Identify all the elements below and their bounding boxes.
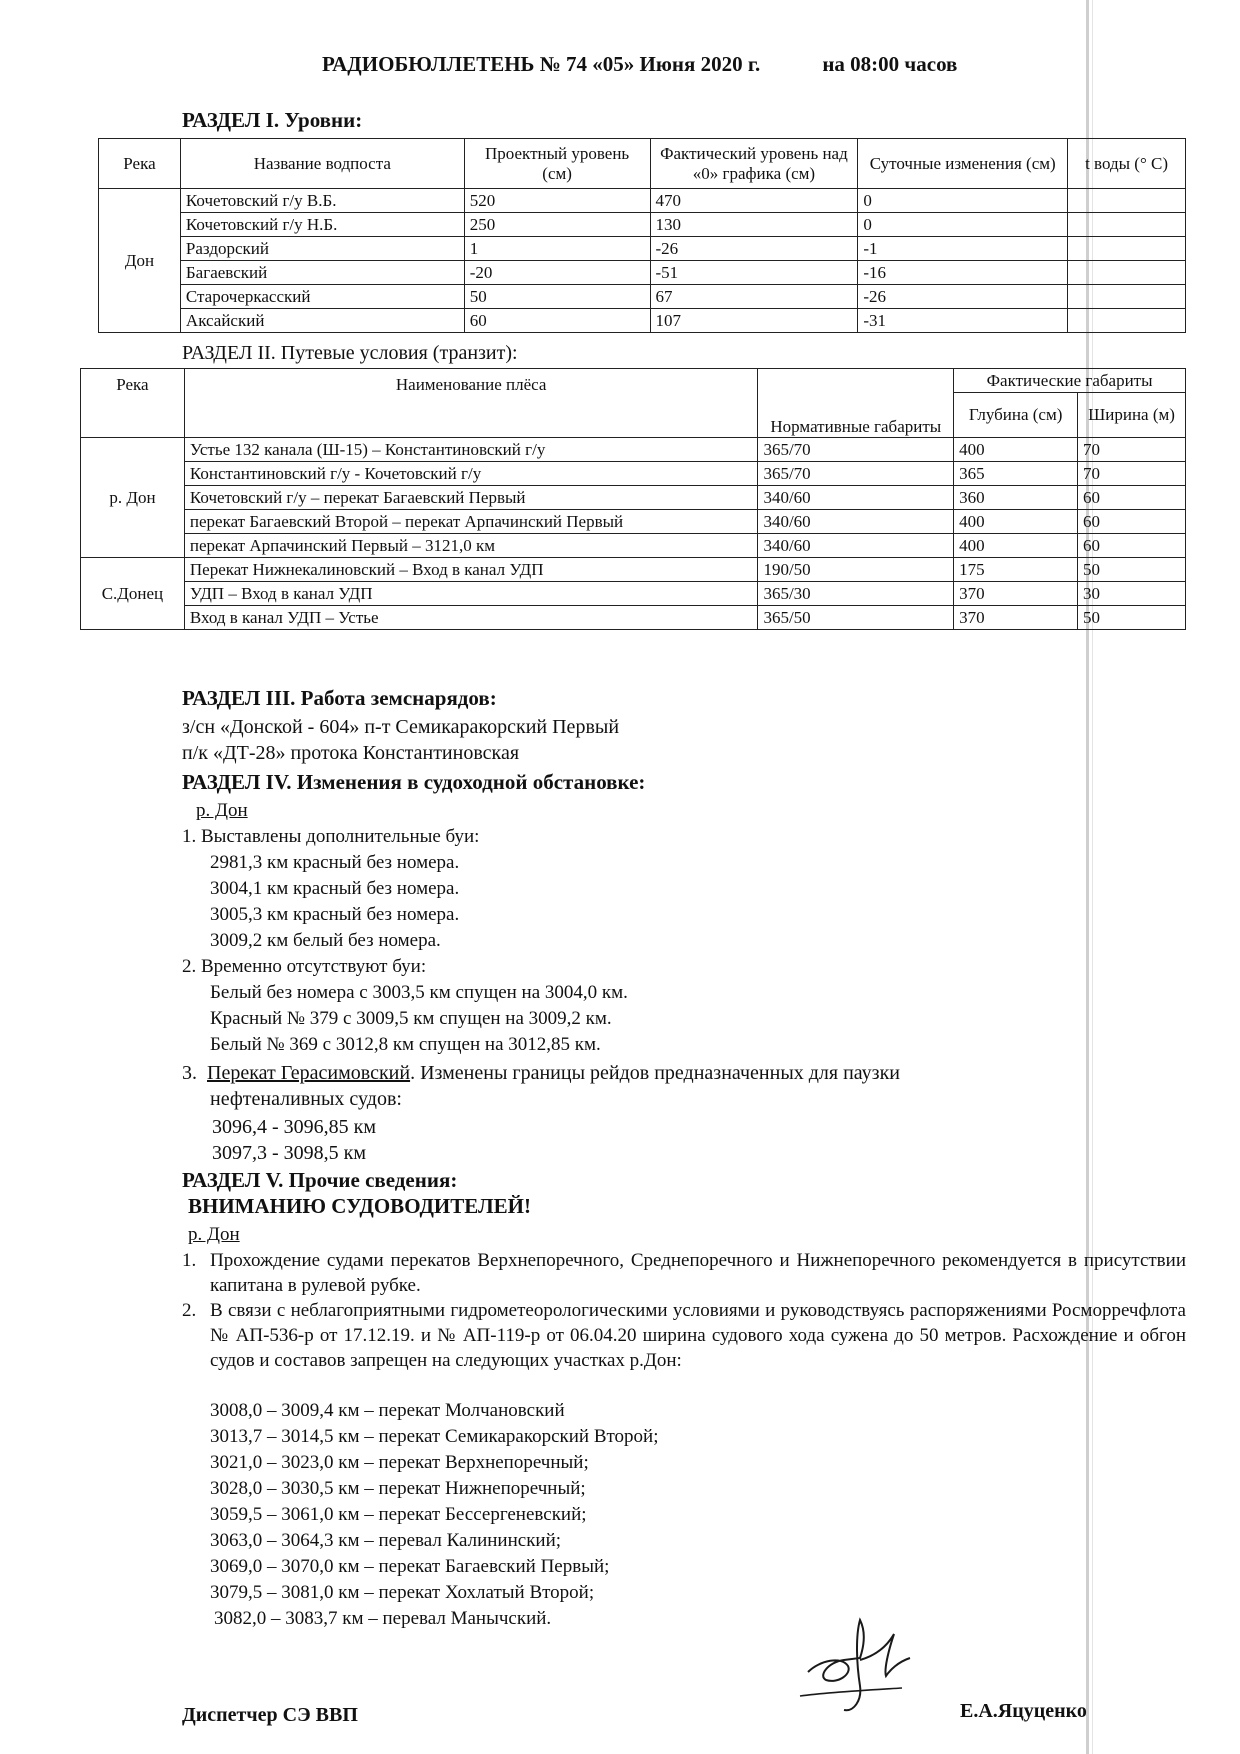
list-item: Белый без номера с 3003,5 км спущен на 3004,0 км. [210, 982, 628, 1003]
list-item: 3009,2 км белый без номера. [210, 930, 441, 951]
width-value: 60 [1078, 486, 1186, 510]
table-row [81, 438, 1186, 462]
project-level: 50 [464, 285, 650, 309]
daily-change: -31 [858, 309, 1068, 333]
normative-dims: 365/70 [758, 438, 954, 462]
section5-title: РАЗДЕЛ V. Прочие сведения: [182, 1168, 458, 1192]
table-row [81, 606, 1186, 630]
station-name: Кочетовский г/у В.Б. [180, 189, 464, 213]
list-item: 1. Выставлены дополнительные буи: [182, 826, 480, 847]
normative-dims: 365/50 [758, 606, 954, 630]
col-header-station: Название водпоста [180, 139, 464, 189]
list-item: 3004,1 км красный без номера. [210, 878, 460, 899]
project-level: 60 [464, 309, 650, 333]
rift-name: Перекат Герасимовский [207, 1062, 411, 1084]
list-item: 3005,3 км красный без номера. [210, 904, 460, 925]
reach-name: Константиновский г/у - Кочетовский г/у [184, 462, 758, 486]
water-temp [1068, 213, 1186, 237]
list-item: 3097,3 - 3098,5 км [212, 1142, 367, 1164]
table-row [81, 582, 1186, 606]
normative-dims: 340/60 [758, 510, 954, 534]
actual-level: 130 [650, 213, 858, 237]
water-temp [1068, 237, 1186, 261]
list-item [182, 1060, 900, 1086]
col-header-change: Суточные изменения (см) [858, 139, 1068, 189]
bulletin-header [322, 52, 957, 77]
reach-name: Вход в канал УДП – Устье [184, 606, 758, 630]
daily-change: 0 [858, 189, 1068, 213]
water-temp [1068, 309, 1186, 333]
list-item: Прохождение судами перекатов Верхнепоречного, Среднепоречного и Нижнепоречного рекомендуется в присутствии капитана в рулевой рубке. [210, 1250, 1186, 1296]
width-value: 70 [1078, 462, 1186, 486]
table-row [81, 534, 1186, 558]
col-header-project: Проектный уровень (см) [464, 139, 650, 189]
depth-value: 365 [954, 462, 1078, 486]
water-temp [1068, 261, 1186, 285]
reach-name: УДП – Вход в канал УДП [184, 582, 758, 606]
station-name: Раздорский [180, 237, 464, 261]
depth-value: 400 [954, 438, 1078, 462]
actual-level: -51 [650, 261, 858, 285]
list-item: 3082,0 – 3083,7 км – перевал Манычский. [214, 1608, 552, 1629]
width-value: 50 [1078, 558, 1186, 582]
daily-change: -16 [858, 261, 1068, 285]
col-header-temp: t воды (° С) [1068, 139, 1186, 189]
list-item: 3063,0 – 3064,3 км – перевал Калининский; [210, 1530, 562, 1551]
item-number: 2. [182, 1300, 197, 1321]
bulletin-time: на 08:00 часов [822, 52, 958, 76]
width-value: 70 [1078, 438, 1186, 462]
project-level: 520 [464, 189, 650, 213]
item-text: . Изменены границы рейдов предназначенных для паузки [410, 1062, 900, 1084]
handwritten-signature [790, 1600, 940, 1720]
section2-title: РАЗДЕЛ II. Путевые условия (транзит): [182, 342, 518, 364]
depth-value: 360 [954, 486, 1078, 510]
reach-name: Кочетовский г/у – перекат Багаевский Первый [184, 486, 758, 510]
actual-level: 67 [650, 285, 858, 309]
reach-name: Устье 132 канала (Ш-15) – Константиновский г/у [184, 438, 758, 462]
depth-value: 370 [954, 582, 1078, 606]
bulletin-title: РАДИОБЮЛЛЕТЕНЬ № 74 «05» Июня 2020 г. [322, 52, 761, 76]
list-item: 3028,0 – 3030,5 км – перекат Нижнепоречный; [210, 1478, 586, 1499]
table-row [99, 237, 1186, 261]
project-level: 250 [464, 213, 650, 237]
table-row [81, 510, 1186, 534]
signer-name: Е.А.Яцуценко [960, 1700, 1087, 1722]
depth-value: 400 [954, 534, 1078, 558]
station-name: Кочетовский г/у Н.Б. [180, 213, 464, 237]
table-row [99, 189, 1186, 213]
width-value: 60 [1078, 534, 1186, 558]
normative-dims: 340/60 [758, 486, 954, 510]
station-name: Аксайский [180, 309, 464, 333]
item-number: 3. [182, 1062, 197, 1084]
col-header-normative: Нормативные габариты [758, 369, 954, 438]
reach-name: перекат Багаевский Второй – перекат Арпачинский Первый [184, 510, 758, 534]
list-item: нефтеналивных судов: [210, 1088, 402, 1110]
daily-change: -1 [858, 237, 1068, 261]
list-item: 3013,7 – 3014,5 км – перекат Семикаракорский Второй; [210, 1426, 659, 1447]
dispatcher-title: Диспетчер СЭ ВВП [182, 1704, 358, 1726]
table-row [99, 261, 1186, 285]
table-row [99, 309, 1186, 333]
levels-header-row [99, 139, 1186, 189]
list-item: 3021,0 – 3023,0 км – перекат Верхнепоречный; [210, 1452, 589, 1473]
attention-heading: ВНИМАНИЮ СУДОВОДИТЕЛЕЙ! [188, 1194, 531, 1218]
water-temp [1068, 189, 1186, 213]
section1-title: РАЗДЕЛ I. Уровни: [182, 108, 363, 132]
table-row [99, 213, 1186, 237]
col-header-river: Река [81, 369, 185, 438]
transit-table [80, 368, 1186, 630]
project-level: 1 [464, 237, 650, 261]
river-cell: р. Дон [81, 438, 185, 558]
river-cell: Дон [99, 189, 181, 333]
col-header-width: Ширина (м) [1078, 393, 1186, 438]
list-item: Красный № 379 с 3009,5 км спущен на 3009,2 км. [210, 1008, 612, 1029]
col-header-depth: Глубина (см) [954, 393, 1078, 438]
reach-name: Перекат Нижнекалиновский – Вход в канал УДП [184, 558, 758, 582]
col-header-actual: Фактический уровень над «0» графика (см) [650, 139, 858, 189]
station-name: Старочеркасский [180, 285, 464, 309]
list-item: 2981,3 км красный без номера. [210, 852, 460, 873]
table-row [99, 285, 1186, 309]
dredger-line: з/сн «Донской - 604» п-т Семикаракорский Первый [182, 716, 620, 738]
list-item: В связи с неблагоприятными гидрометеорологическими условиями и руководствуясь распоряжениями Росморречфлота № АП-536-р от 17.12.19. и № АП-119-р от 06.04.20 ширина судового хода сужена до 50 метров. Расхождение и обгон судов и составов запрещен на следующих участках р.Дон: [210, 1300, 1186, 1371]
list-item: 3096,4 - 3096,85 км [212, 1116, 377, 1138]
section3-title: РАЗДЕЛ III. Работа земснарядов: [182, 686, 497, 710]
station-name: Багаевский [180, 261, 464, 285]
river-label: р. Дон [196, 800, 248, 821]
width-value: 50 [1078, 606, 1186, 630]
width-value: 60 [1078, 510, 1186, 534]
list-item: 2. Временно отсутствуют буи: [182, 956, 427, 977]
actual-level: 107 [650, 309, 858, 333]
river-cell: С.Донец [81, 558, 185, 630]
col-header-reach: Наименование плёса [184, 369, 758, 438]
depth-value: 175 [954, 558, 1078, 582]
levels-table [98, 138, 1186, 333]
dredger-line: п/к «ДТ-28» протока Константиновская [182, 742, 520, 764]
normative-dims: 365/70 [758, 462, 954, 486]
col-header-actual-dims: Фактические габариты [954, 369, 1186, 393]
table-row [81, 486, 1186, 510]
table-row [81, 462, 1186, 486]
list-item: 3069,0 – 3070,0 км – перекат Багаевский Первый; [210, 1556, 610, 1577]
river-label: р. Дон [188, 1224, 240, 1245]
list-item: 3079,5 – 3081,0 км – перекат Хохлатый Второй; [210, 1582, 595, 1603]
table-row [81, 558, 1186, 582]
list-item: 3059,5 – 3061,0 км – перекат Бессергеневский; [210, 1504, 587, 1525]
daily-change: 0 [858, 213, 1068, 237]
water-temp [1068, 285, 1186, 309]
col-header-river: Река [99, 139, 181, 189]
daily-change: -26 [858, 285, 1068, 309]
normative-dims: 340/60 [758, 534, 954, 558]
item-number: 1. [182, 1250, 197, 1271]
normative-dims: 190/50 [758, 558, 954, 582]
list-item: 3008,0 – 3009,4 км – перекат Молчановский [210, 1400, 565, 1421]
actual-level: 470 [650, 189, 858, 213]
actual-level: -26 [650, 237, 858, 261]
section4-title: РАЗДЕЛ IV. Изменения в судоходной обстановке: [182, 770, 646, 794]
depth-value: 400 [954, 510, 1078, 534]
transit-header-row [81, 369, 1186, 393]
project-level: -20 [464, 261, 650, 285]
normative-dims: 365/30 [758, 582, 954, 606]
depth-value: 370 [954, 606, 1078, 630]
width-value: 30 [1078, 582, 1186, 606]
reach-name: перекат Арпачинский Первый – 3121,0 км [184, 534, 758, 558]
list-item: Белый № 369 с 3012,8 км спущен на 3012,85 км. [210, 1034, 601, 1055]
